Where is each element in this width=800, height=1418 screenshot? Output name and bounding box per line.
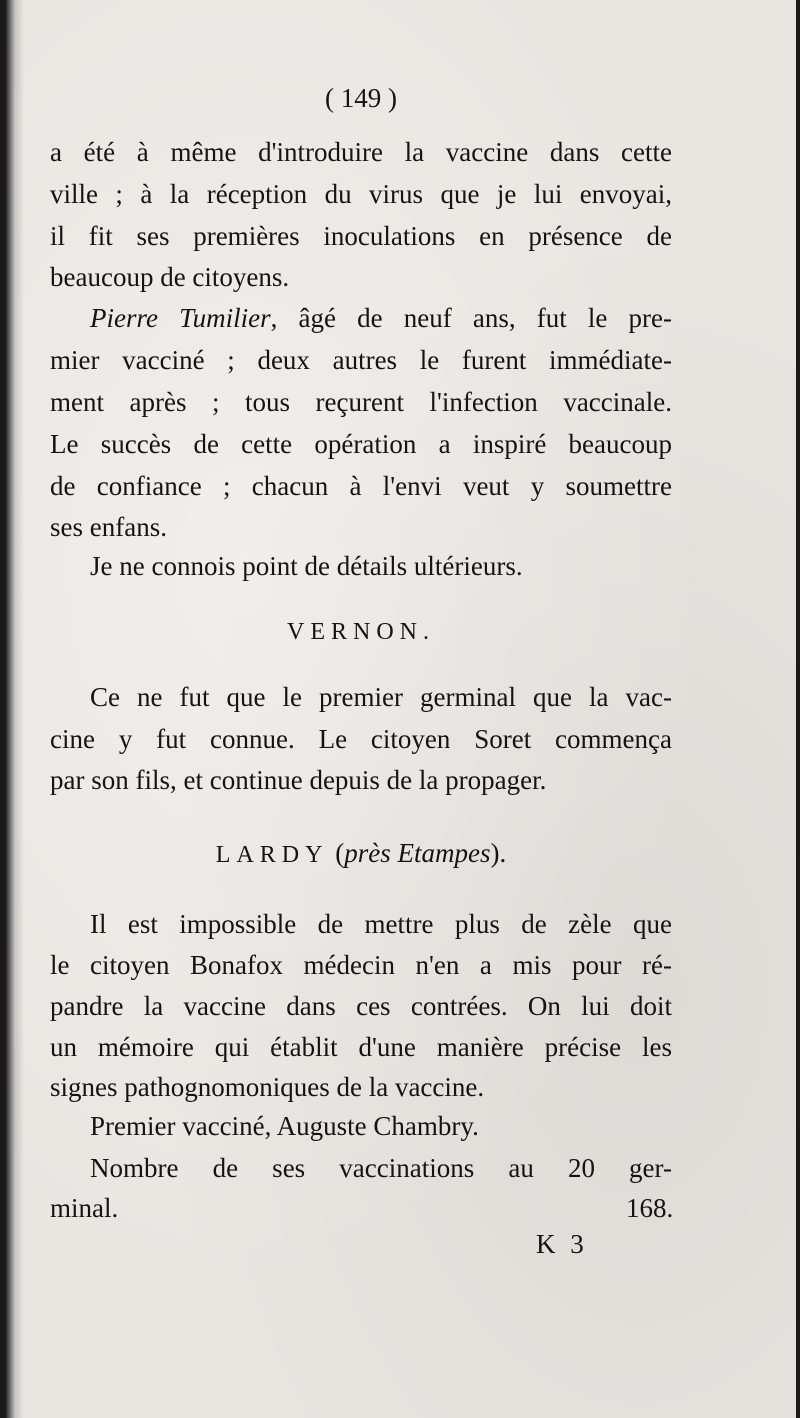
heading-lardy: LARDY (près Etampes).	[215, 838, 507, 868]
book-page	[6, 0, 796, 1418]
paragraph1-line1: a été à même d'introduire la vaccine dans cette	[50, 137, 672, 167]
heading-lardy-name: LARDY	[215, 842, 329, 868]
paragraph5-line2: le citoyen Bonafox médecin n'en a mis pour ré-	[50, 950, 672, 980]
paragraph1-line2: ville ; à la réception du virus que je lui envoyai,	[50, 179, 672, 209]
paragraph6: Premier vacciné, Auguste Chambry.	[90, 1111, 479, 1141]
paragraph4-line3: par son fils, et continue depuis de la propager.	[50, 765, 547, 795]
person-name: Pierre Tumilier	[90, 303, 271, 333]
paragraph2-line2: mier vacciné ; deux autres le furent immédiate-	[50, 345, 672, 375]
paragraph7-line2: minal.	[50, 1193, 119, 1223]
paragraph5-line4: un mémoire qui établit d'une manière précise les	[50, 1032, 672, 1062]
paragraph2-line3: ment après ; tous reçurent l'infection vaccinale.	[50, 387, 672, 417]
paragraph5-line3: pandre la vaccine dans ces contrées. On lui doit	[50, 991, 672, 1021]
paragraph1-line4: beaucoup de citoyens.	[50, 262, 290, 292]
paragraph2-line5: de confiance ; chacun à l'envi veut y soumettre	[50, 471, 672, 501]
paragraph3: Je ne connois point de détails ultérieurs.	[90, 551, 523, 581]
vaccination-count: 168.	[626, 1193, 674, 1223]
paragraph2-line1: Pierre Tumilier, âgé de neuf ans, fut le pre-	[90, 303, 672, 333]
paragraph2-line4: Le succès de cette opération a inspiré beaucoup	[50, 429, 672, 459]
paragraph5-line1: Il est impossible de mettre plus de zèle que	[90, 909, 672, 939]
paragraph5-line5: signes pathognomoniques de la vaccine.	[50, 1072, 485, 1102]
heading-lardy-place: près Etampes	[344, 838, 491, 868]
paragraph2-line6: ses enfans.	[50, 512, 167, 542]
signature-mark: K 3	[536, 1229, 588, 1259]
page-gutter-shadow	[6, 0, 24, 1418]
paragraph1-line3: il fit ses premières inoculations en présence de	[50, 221, 672, 251]
heading-vernon: VERNON.	[287, 619, 435, 645]
paragraph7-line1: Nombre de ses vaccinations au 20 ger-	[90, 1153, 672, 1183]
paragraph4-line2: cine y fut connue. Le citoyen Soret commença	[50, 724, 672, 754]
page-number: ( 149 )	[325, 83, 397, 113]
paragraph4-line1: Ce ne fut que le premier germinal que la vac-	[90, 682, 672, 712]
